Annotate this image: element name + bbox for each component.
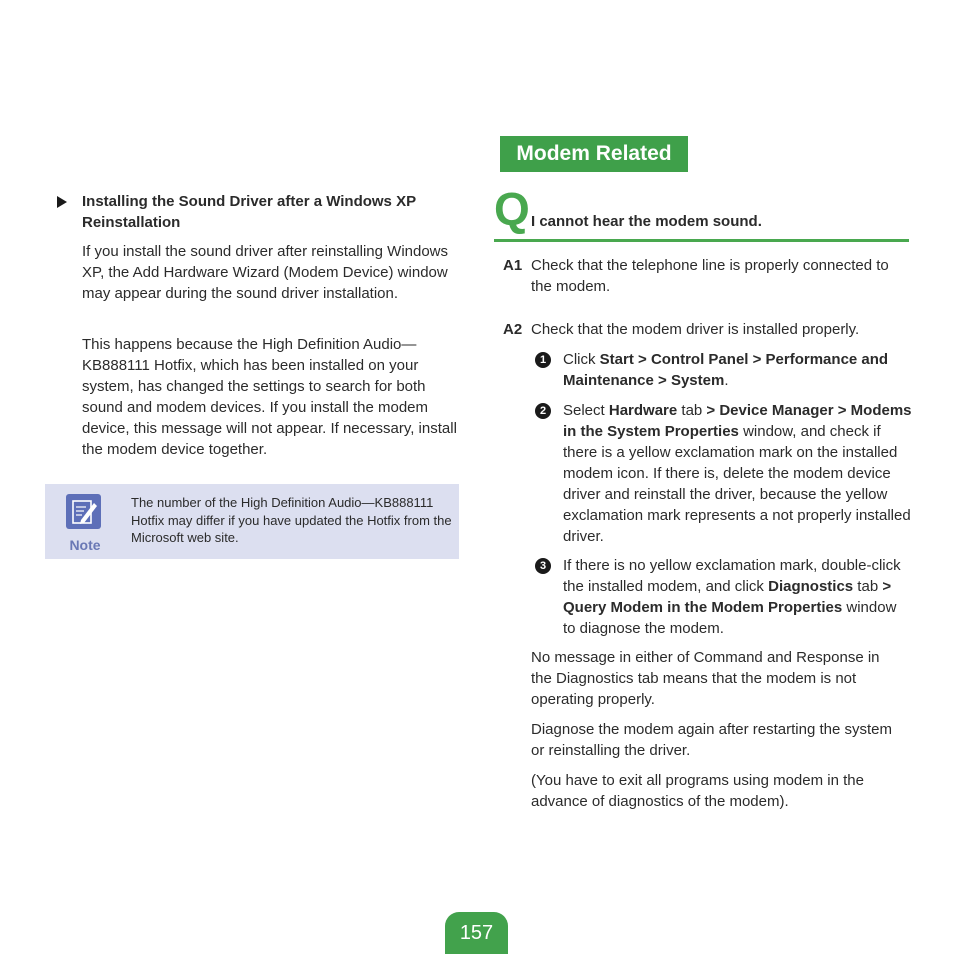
step-1-end: .: [724, 372, 729, 389]
answer-2-text: Check that the modem driver is installed properly.: [531, 321, 860, 338]
section-title: Modem Related: [500, 136, 688, 172]
note-text: The number of the High Definition Audio—KB888111 Hotfix may differ if you have updated the Hotfix from the Microsoft web site.: [131, 495, 452, 545]
question-q-letter: Q: [494, 183, 530, 235]
step-2-select: Select: [563, 402, 609, 419]
sound-driver-heading-text: Installing the Sound Driver after a Windows XP Reinstallation: [82, 193, 416, 231]
note-label: Note: [69, 537, 101, 553]
sound-driver-paragraph-2: This happens because the High Definition Audio—KB888111 Hotfix, which has been installed on your system, has changed the settings to search for both sound and modem devices. If you install the modem device, this message will not appear. If necessary, install the modem device together.: [82, 336, 457, 458]
step-2-rest: window, and check if there is a yellow exclamation mark on the installed modem icon. If there is, delete the modem device driver and reinstall the driver, because the yellow exclamation mark represents a not properly installed driver.: [563, 423, 911, 545]
step-2-number: 2: [535, 403, 551, 419]
sound-driver-heading: [57, 191, 447, 233]
step-3-intro: If there is no yellow exclamation mark, double-click the installed modem, and click: [563, 557, 901, 595]
answer-1-text: Check that the telephone line is properly connected to the modem.: [531, 257, 889, 295]
pencil-note-icon: [66, 494, 101, 529]
step-3-tab: tab: [853, 578, 883, 595]
step-1-text: [563, 349, 913, 391]
triangle-right-icon: [57, 196, 67, 208]
step-1-click: Click: [563, 351, 600, 368]
step-2-tab: tab: [677, 402, 707, 419]
step-1-number: 1: [535, 352, 551, 368]
answer-2-label: A2: [503, 321, 523, 338]
page-number: 157: [445, 912, 508, 954]
step-2-path: > Device Manager > Modems in the System Properties: [563, 402, 912, 440]
step-3-path: > Query Modem in the Modem Properties: [563, 578, 892, 616]
note-box: [45, 484, 459, 559]
step-3-rest: window to diagnose the modem.: [563, 599, 897, 637]
answer-1-label: A1: [503, 257, 523, 274]
step-2-hardware: Hardware: [608, 402, 678, 419]
step-3-text: [563, 555, 913, 639]
step-1-path: Start > Control Panel > Performance and Maintenance > System: [563, 351, 889, 389]
question-divider: [494, 239, 909, 242]
question-text: I cannot hear the modem sound.: [531, 213, 762, 230]
diagnostics-paragraph-2: Diagnose the modem again after restarting the system or reinstalling the driver.: [531, 721, 893, 759]
step-3-number: 3: [535, 558, 551, 574]
diagnostics-paragraph-1: No message in either of Command and Response in the Diagnostics tab means that the modem is not operating properly.: [531, 649, 880, 708]
step-3-diagnostics: Diagnostics: [768, 578, 854, 595]
step-2-text: [563, 400, 913, 547]
sound-driver-paragraph-1: If you install the sound driver after reinstalling Windows XP, the Add Hardware Wizard (Modem Device) window may appear during the sound driver installation.: [82, 243, 449, 302]
diagnostics-paragraph-3: (You have to exit all programs using modem in the advance of diagnostics of the modem).: [531, 772, 864, 810]
